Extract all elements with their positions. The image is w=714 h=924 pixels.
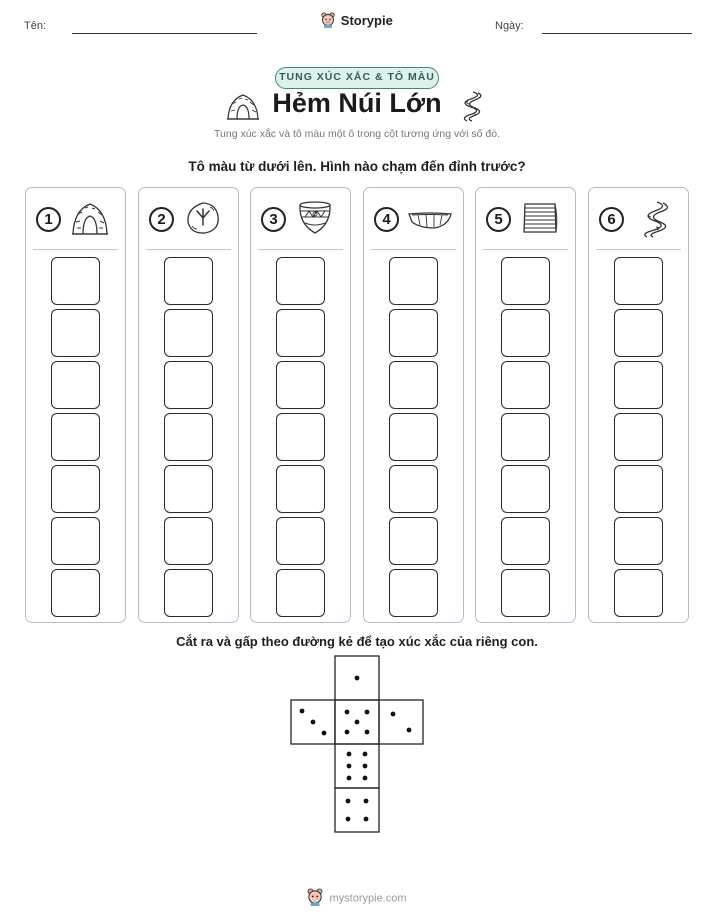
die-face-lower [335,744,379,788]
brand-name: Storypie [340,12,393,28]
column-6 [588,187,689,623]
die-pip [391,712,396,717]
date-line[interactable] [542,33,692,34]
column-number: 6 [599,207,624,232]
column-number: 4 [374,207,399,232]
die-pip [347,752,352,757]
activity-badge: TUNG XÚC XẮC & TÔ MÀU [275,67,439,89]
color-cell[interactable] [614,257,663,305]
color-cell[interactable] [276,309,325,357]
column-divider [258,249,343,250]
die-pip [355,676,360,681]
color-cell[interactable] [389,413,438,461]
rock-layers-icon [520,200,560,241]
color-cell[interactable] [501,517,550,565]
color-cell[interactable] [614,413,663,461]
die-pip [365,730,370,735]
color-cell[interactable] [51,309,100,357]
die-face-bottom [335,788,379,832]
die-pip [311,720,316,725]
storypie-mascot-icon [321,12,335,31]
die-pip [345,710,350,715]
die-pip [300,709,305,714]
column-1 [25,187,126,623]
column-divider [596,249,681,250]
clay-pot-icon [295,200,335,241]
color-cell[interactable] [614,361,663,409]
column-divider [483,249,568,250]
column-number: 1 [36,207,61,232]
brand-logo [0,12,714,31]
color-cell[interactable] [276,257,325,305]
die-pip [355,720,360,725]
cave-icon [70,200,110,241]
footer [0,888,714,909]
dice-net [290,655,426,842]
color-cell[interactable] [501,309,550,357]
page-title: Hẻm Núi Lớn [272,88,442,118]
color-cell[interactable] [389,465,438,513]
color-cell[interactable] [389,361,438,409]
color-cell[interactable] [614,569,663,617]
color-cell[interactable] [164,361,213,409]
color-cell[interactable] [276,413,325,461]
die-pip [346,799,351,804]
color-cell[interactable] [501,413,550,461]
color-cell[interactable] [276,569,325,617]
color-cell[interactable] [501,361,550,409]
color-cell[interactable] [614,309,663,357]
storypie-mascot-icon [307,888,323,909]
column-number: 2 [149,207,174,232]
canoe-icon [408,200,452,241]
color-cell[interactable] [164,569,213,617]
cut-instruction: Cắt ra và gấp theo đường kẻ để tạo xúc xắc của riêng con. [176,634,538,649]
color-cell[interactable] [614,465,663,513]
subtitle: Tung xúc xắc và tô màu một ô trong cột tương ứng với số đó. [214,128,500,140]
date-label: Ngày: [495,20,524,32]
die-pip [363,776,368,781]
die-pip [346,817,351,822]
color-cell[interactable] [51,465,100,513]
column-number: 5 [486,207,511,232]
die-pip [347,764,352,769]
column-divider [33,249,118,250]
color-cell[interactable] [276,517,325,565]
color-cell[interactable] [389,517,438,565]
name-label: Tên: [24,20,47,32]
die-pip [365,710,370,715]
color-cell[interactable] [51,517,100,565]
color-cell[interactable] [276,465,325,513]
color-cell[interactable] [51,257,100,305]
die-pip [363,764,368,769]
color-cell[interactable] [164,517,213,565]
color-cell[interactable] [164,309,213,357]
color-cell[interactable] [164,257,213,305]
color-cell[interactable] [389,309,438,357]
die-pip [363,752,368,757]
die-pip [407,728,412,733]
color-cell[interactable] [501,257,550,305]
die-face-right [379,700,423,744]
color-cell[interactable] [276,361,325,409]
color-cell[interactable] [614,517,663,565]
die-pip [347,776,352,781]
color-cell[interactable] [389,569,438,617]
color-cell[interactable] [164,413,213,461]
column-4 [363,187,464,623]
footer-url: mystorypie.com [329,892,407,905]
color-cell[interactable] [51,361,100,409]
column-5 [475,187,576,623]
color-cell[interactable] [501,569,550,617]
color-cell[interactable] [389,257,438,305]
die-pip [322,731,327,736]
river-icon [633,200,673,243]
column-3 [250,187,351,623]
die-pip [364,817,369,822]
column-number: 3 [261,207,286,232]
river-icon [455,90,485,127]
column-2 [138,187,239,623]
color-cell[interactable] [51,413,100,461]
fossil-footprint-icon [183,200,223,241]
color-cell[interactable] [164,465,213,513]
name-line[interactable] [72,33,257,34]
column-divider [146,249,231,250]
color-cell[interactable] [501,465,550,513]
die-pip [364,799,369,804]
color-cell[interactable] [51,569,100,617]
column-divider [371,249,456,250]
die-pip [345,730,350,735]
instruction-text: Tô màu từ dưới lên. Hình nào chạm đến đỉnh trước? [188,159,526,174]
